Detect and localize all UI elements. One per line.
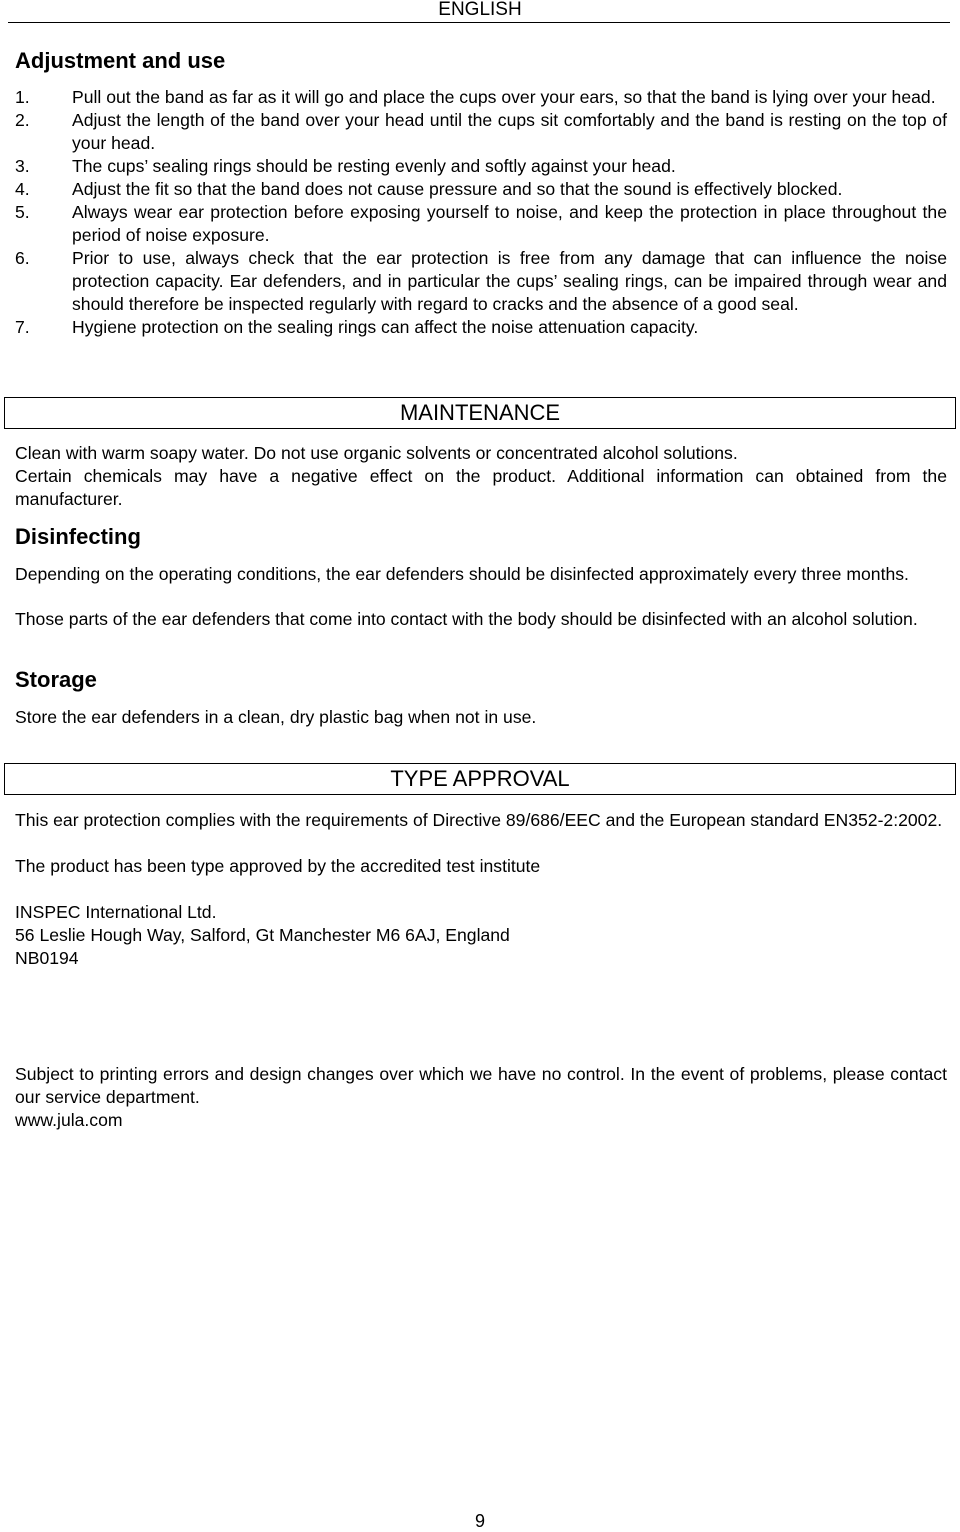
adjustment-step: [15, 316, 947, 339]
step-text: Always wear ear protection before exposing yourself to noise, and keep the protection in place throughout the period of noise exposure.: [72, 202, 947, 245]
type-approval-paragraph: This ear protection complies with the requirements of Directive 89/686/EEC and the European standard EN352-2:2002.: [15, 810, 943, 830]
step-number: 1.: [15, 87, 30, 107]
header-language: ENGLISH: [438, 0, 522, 20]
step-number: 7.: [15, 317, 30, 337]
step-text: The cups’ sealing rings should be resting evenly and softly against your head.: [72, 156, 676, 176]
type-approval-heading: TYPE APPROVAL: [390, 766, 570, 791]
step-number: 3.: [15, 156, 30, 176]
type-approval-heading-box: [4, 763, 956, 795]
website-link[interactable]: www.jula.com: [15, 1110, 123, 1130]
disinfecting-heading: Disinfecting: [15, 524, 141, 549]
adjustment-steps-list: [15, 86, 947, 339]
disinfecting-paragraph: Depending on the operating conditions, the ear defenders should be disinfected approximately every three months.: [15, 564, 909, 584]
step-number: 2.: [15, 110, 30, 130]
step-text: Hygiene protection on the sealing rings can affect the noise attenuation capacity.: [72, 317, 699, 337]
institute-address: 56 Leslie Hough Way, Salford, Gt Manchester M6 6AJ, England: [15, 925, 510, 945]
adjustment-step: [15, 86, 947, 109]
adjustment-step: [15, 201, 947, 247]
storage-heading: Storage: [15, 667, 97, 692]
header-divider: [8, 22, 950, 23]
page-number: 9: [474, 1511, 485, 1531]
disclaimer-text: Subject to printing errors and design changes over which we have no control. In the event of problems, please contact our service department.: [15, 1064, 947, 1107]
step-number: 5.: [15, 202, 30, 222]
step-text: Adjust the fit so that the band does not cause pressure and so that the sound is effectively blocked.: [72, 179, 843, 199]
storage-paragraph: Store the ear defenders in a clean, dry plastic bag when not in use.: [15, 707, 537, 727]
step-number: 4.: [15, 179, 30, 199]
maintenance-heading-box: [4, 397, 956, 429]
institute-name: INSPEC International Ltd.: [15, 902, 217, 922]
adjustment-heading: Adjustment and use: [15, 48, 226, 73]
step-text: Adjust the length of the band over your head until the cups sit comfortably and the band is resting on the top of your head.: [72, 110, 947, 153]
adjustment-step: [15, 247, 947, 316]
adjustment-step: [15, 178, 947, 201]
notified-body-number: NB0194: [15, 948, 79, 968]
maintenance-paragraph: Certain chemicals may have a negative effect on the product. Additional information can obtained from the manufacturer.: [15, 466, 947, 509]
disinfecting-paragraph: Those parts of the ear defenders that come into contact with the body should be disinfected with an alcohol solution.: [15, 609, 918, 629]
maintenance-heading: MAINTENANCE: [399, 400, 561, 425]
maintenance-paragraph: Clean with warm soapy water. Do not use organic solvents or concentrated alcohol solutions.: [15, 443, 738, 463]
adjustment-step: [15, 109, 947, 155]
step-number: 6.: [15, 248, 30, 268]
step-text: Prior to use, always check that the ear protection is free from any damage that can influence the noise protection capacity. Ear defenders, and in particular the cups’ sealing rings, can be impaired through wear and should therefore be inspected regularly with regard to cracks and the absence of a good seal.: [72, 248, 947, 314]
step-text: Pull out the band as far as it will go and place the cups over your ears, so that the band is lying over your head.: [72, 87, 936, 107]
adjustment-step: [15, 155, 947, 178]
type-approval-paragraph: The product has been type approved by the accredited test institute: [15, 856, 541, 876]
